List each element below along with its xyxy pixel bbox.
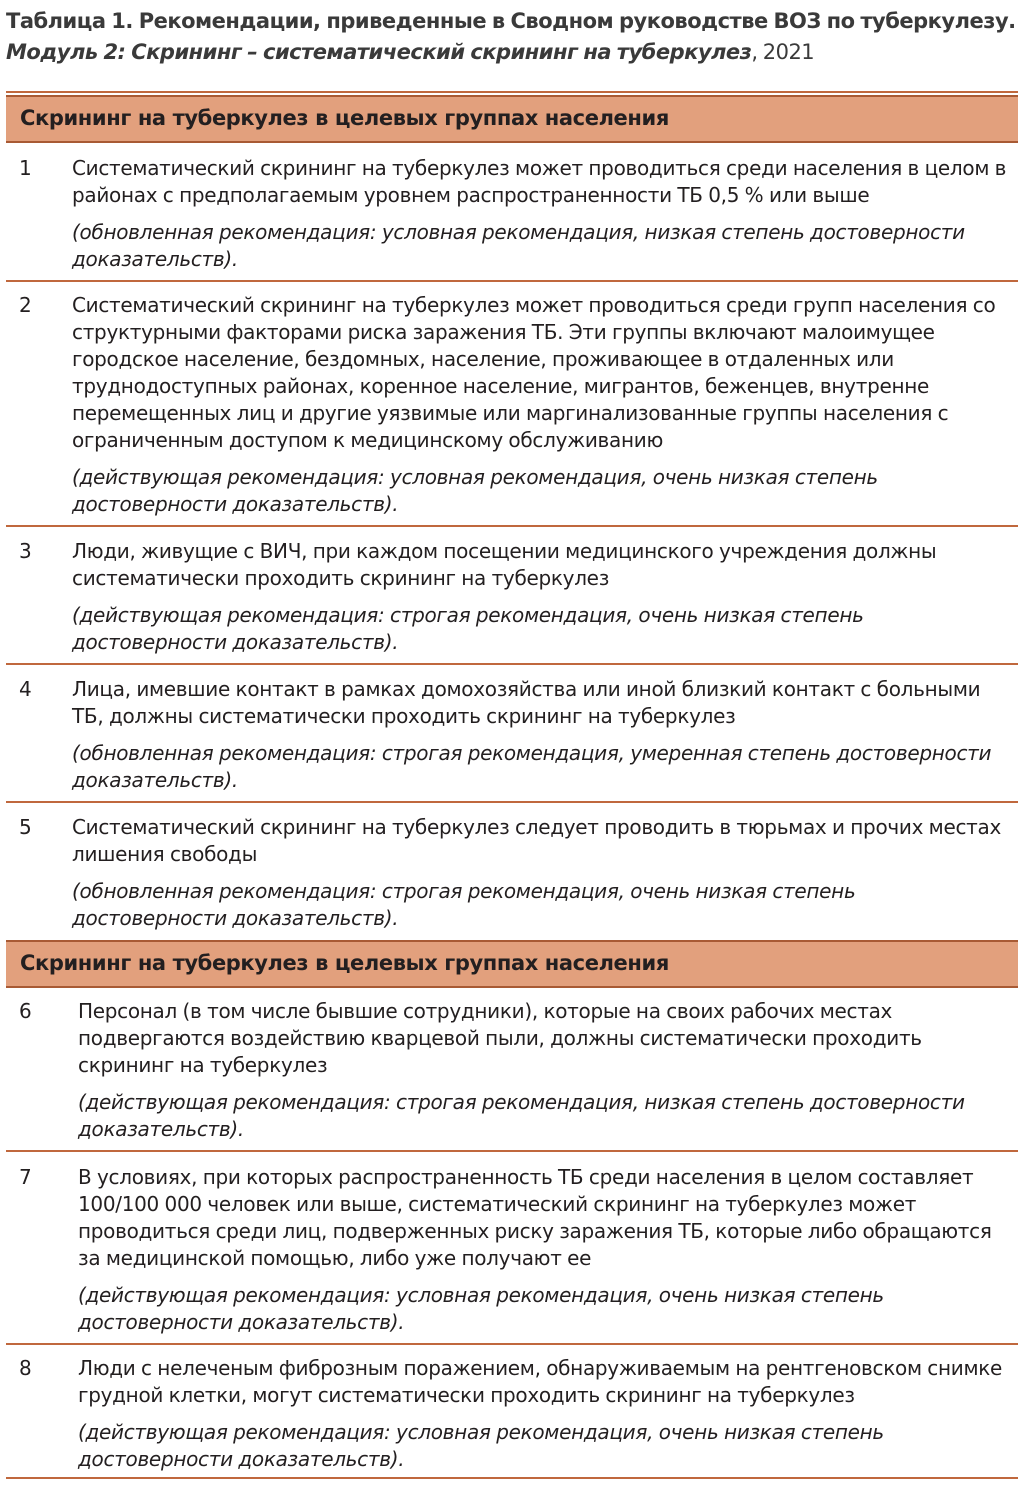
row-text-block xyxy=(78,1355,1012,1473)
row-recommendation: Лица, имевшие контакт в рамках домохозяйства или иной близкий контакт с больными ТБ, должны систематически проходить скрининг на туберкулез xyxy=(72,677,981,728)
row-text-block xyxy=(78,1164,1012,1336)
row-number: 6 xyxy=(19,999,32,1023)
row-note: (действующая рекомендация: условная рекомендация, очень низкая степень достоверности доказательств). xyxy=(72,465,878,516)
title-year: , 2021 xyxy=(751,40,815,64)
row-recommendation: Систематический скрининг на туберкулез следует проводить в тюрьмах и прочих местах лишения свободы xyxy=(72,815,1002,866)
row-number: 3 xyxy=(19,539,32,563)
row-note: (действующая рекомендация: строгая рекомендация, очень низкая степень достоверности доказательств). xyxy=(72,603,864,654)
row-recommendation: Персонал (в том числе бывшие сотрудники), которые на своих рабочих местах подвергаются воздействию кварцевой пыли, должны систематически проходить скрининг на туберкулез xyxy=(78,999,922,1077)
row-divider xyxy=(6,1150,1018,1152)
row-number: 7 xyxy=(19,1165,32,1189)
row-number: 4 xyxy=(19,677,32,701)
table-bottom-rule xyxy=(6,1477,1018,1479)
row-divider xyxy=(6,280,1018,282)
section-header-2-label: Скрининг на туберкулез в целевых группах населения xyxy=(20,951,669,975)
row-recommendation: Люди с нелеченым фиброзным поражением, обнаруживаемым на рентгеновском снимке грудной клетки, могут систематически проходить скрининг на туберкулез xyxy=(78,1356,1003,1407)
row-recommendation: В условиях, при которых распространенность ТБ среди населения в целом составляет 100/100 000 человек или выше, систематический скрининг на туберкулез может проводиться среди лиц, подверженных риску заражения ТБ, которые либо обращаются за медицинской помощью, либо уже получают ее xyxy=(78,1165,992,1270)
row-divider xyxy=(6,525,1018,527)
row-text-block xyxy=(72,292,1012,518)
row-text-block xyxy=(72,538,1012,656)
row-text-block xyxy=(72,676,1012,794)
row-note: (обновленная рекомендация: строгая рекомендация, очень низкая степень достоверности доказательств). xyxy=(72,879,856,930)
table-top-rule xyxy=(6,91,1018,93)
section-header-1-label: Скрининг на туберкулез в целевых группах населения xyxy=(20,106,669,130)
table-title xyxy=(6,6,1018,68)
row-divider xyxy=(6,663,1018,665)
row-recommendation: Систематический скрининг на туберкулез может проводиться среди населения в целом в районах с предполагаемым уровнем распространенности ТБ 0,5 % или выше xyxy=(72,156,1007,207)
title-italic: Модуль 2: Скрининг – систематический скрининг на туберкулез xyxy=(6,40,752,64)
section-header-2 xyxy=(6,940,1018,988)
row-divider xyxy=(6,1343,1018,1345)
row-text-block xyxy=(72,814,1012,932)
row-number: 5 xyxy=(19,815,32,839)
row-divider xyxy=(6,801,1018,803)
row-text-block xyxy=(78,998,1012,1143)
row-note: (действующая рекомендация: условная рекомендация, очень низкая степень достоверности доказательств). xyxy=(78,1283,884,1334)
row-number: 1 xyxy=(19,156,32,180)
row-recommendation: Люди, живущие с ВИЧ, при каждом посещении медицинского учреждения должны систематически проходить скрининг на туберкулез xyxy=(72,539,937,590)
row-text-block xyxy=(72,155,1012,273)
row-recommendation: Систематический скрининг на туберкулез может проводиться среди групп населения со структурными факторами риска заражения ТБ. Эти группы включают малоимущее городское население, бездомных, население, проживающее в отдаленных или труднодоступных районах, коренное население, мигрантов, беженцев, внутренне перемещенных лиц и другие уязвимые или маргинализованные группы населения с ограниченным доступом к медицинскому обслуживанию xyxy=(72,293,996,452)
row-note: (действующая рекомендация: условная рекомендация, очень низкая степень достоверности доказательств). xyxy=(78,1420,884,1471)
row-number: 8 xyxy=(19,1356,32,1380)
title-bold: Таблица 1. Рекомендации, приведенные в Сводном руководстве ВОЗ по туберкулезу. xyxy=(6,9,1016,33)
row-note: (обновленная рекомендация: строгая рекомендация, умеренная степень достоверности доказательств). xyxy=(72,741,992,792)
row-number: 2 xyxy=(19,293,32,317)
row-note: (действующая рекомендация: строгая рекомендация, низкая степень достоверности доказательств). xyxy=(78,1090,965,1141)
row-note: (обновленная рекомендация: условная рекомендация, низкая степень достоверности доказательств). xyxy=(72,220,965,271)
section-header-1 xyxy=(6,95,1018,143)
